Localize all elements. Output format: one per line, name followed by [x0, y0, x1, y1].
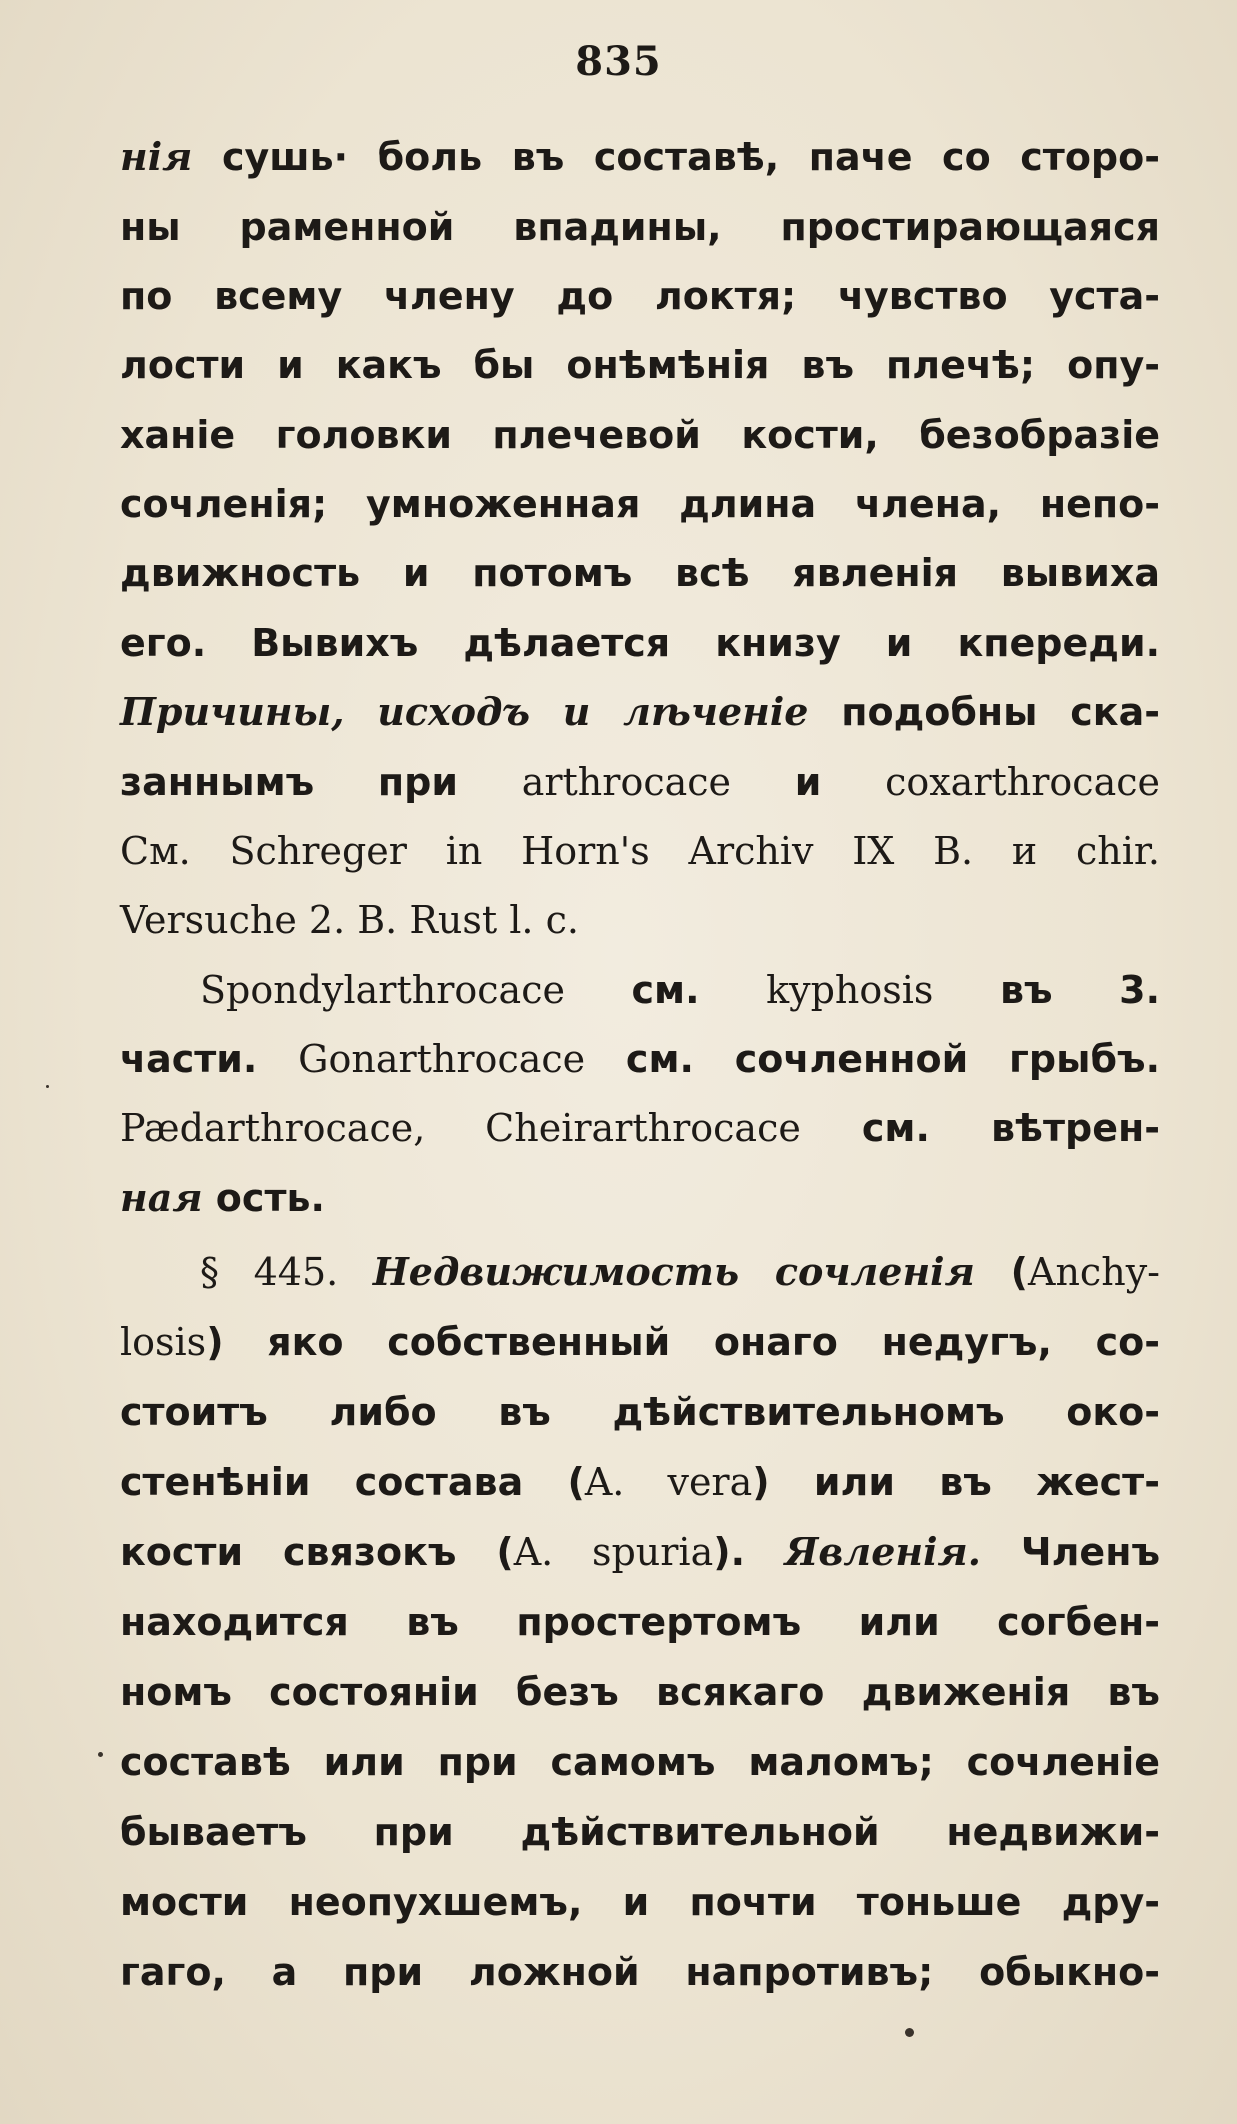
text-line	[120, 888, 1160, 952]
text-segment: A. vera	[584, 1460, 753, 1504]
text-line	[120, 403, 1160, 467]
text-line	[120, 1096, 1160, 1160]
text-segment: Недвижимость сочленія	[372, 1249, 975, 1294]
text-segment: нія	[120, 134, 193, 179]
text-line	[120, 1166, 1160, 1230]
text-segment: ная	[120, 1175, 203, 1220]
ink-speck	[98, 1752, 103, 1757]
text-segment: (	[974, 1250, 1029, 1294]
text-segment: стенѣніи состава (	[120, 1460, 585, 1504]
text-segment: см. сочленной грыбъ.	[585, 1037, 1161, 1081]
text-segment: стоитъ либо въ дѣйствительномъ око-	[120, 1390, 1160, 1434]
text-segment: ) или въ жест-	[752, 1460, 1160, 1504]
text-segment: гаго, а при ложной напротивъ; обыкно-	[120, 1950, 1160, 1994]
text-segment: подобны ска-	[808, 690, 1160, 734]
text-segment: номъ состояніи безъ всякаго движенія въ	[120, 1670, 1160, 1714]
text-line	[120, 1450, 1160, 1514]
text-segment: Spondylarthrocace	[200, 968, 565, 1012]
text-line	[120, 1800, 1160, 1864]
text-segment: Причины, исходъ и лѣченіе	[120, 689, 809, 734]
text-segment: kyphosis	[766, 968, 934, 1012]
text-line	[120, 472, 1160, 536]
text-segment: части.	[120, 1037, 299, 1081]
text-line	[120, 819, 1160, 883]
text-line	[120, 264, 1160, 328]
text-segment: кости связокъ (	[120, 1530, 514, 1574]
text-line	[120, 1380, 1160, 1444]
text-segment: бываетъ при дѣйствительной недвижи-	[120, 1810, 1160, 1854]
text-segment: въ 3.	[933, 968, 1161, 1012]
text-segment: его. Вывихъ дѣлается книзу и кпереди.	[120, 621, 1160, 665]
text-line	[120, 1870, 1160, 1934]
text-segment: по всему члену до локтя; чувство уста-	[120, 274, 1160, 318]
text-segment: см. вѣтрен-	[800, 1106, 1160, 1150]
text-segment: Gonarthrocace	[298, 1037, 586, 1081]
text-line	[120, 541, 1160, 605]
text-line	[120, 1027, 1160, 1091]
text-segment: лости и какъ бы онѣмѣнія въ плечѣ; опу-	[120, 343, 1160, 387]
text-segment: и	[731, 760, 886, 804]
text-segment: ость.	[202, 1176, 325, 1220]
text-line	[200, 958, 1160, 1022]
text-segment: § 445.	[200, 1250, 373, 1294]
text-segment: Явленія.	[784, 1529, 981, 1574]
text-line	[200, 1240, 1160, 1304]
text-line	[120, 333, 1160, 397]
ink-speck	[46, 1085, 49, 1088]
text-segment: Членъ	[981, 1530, 1160, 1574]
text-line	[120, 1310, 1160, 1374]
text-segment: См. Schreger in Horn's Archiv IX B. и chir.	[120, 829, 1160, 873]
text-segment: losis	[120, 1320, 207, 1364]
text-line	[120, 680, 1160, 744]
text-segment: Versuche 2. B. Rust l. c.	[120, 898, 579, 942]
text-line	[120, 195, 1160, 259]
text-segment: ны раменной впадины, простирающаяся	[120, 205, 1160, 249]
text-line	[120, 750, 1160, 814]
text-segment: coxarthrocace	[885, 760, 1160, 804]
text-segment: Anchy-	[1028, 1250, 1160, 1294]
text-segment: заннымъ при	[120, 760, 522, 804]
text-segment: движность и потомъ всѣ явленія вывиха	[120, 551, 1160, 595]
ink-speck	[905, 2028, 914, 2037]
text-line	[120, 1940, 1160, 2004]
text-line	[120, 1520, 1160, 1584]
text-line	[120, 611, 1160, 675]
text-segment: сочленія; умноженная длина члена, непо-	[120, 482, 1160, 526]
text-segment: ) яко собственный онаго недугъ, со-	[206, 1320, 1160, 1364]
text-segment: находится въ простертомъ или согбен-	[120, 1600, 1160, 1644]
text-segment: см.	[564, 968, 767, 1012]
text-segment: сушь· боль въ составѣ, паче со сторо-	[192, 135, 1160, 179]
page-number: 835	[575, 38, 662, 85]
text-segment: составѣ или при самомъ маломъ; сочленіе	[120, 1740, 1160, 1784]
text-line	[120, 1730, 1160, 1794]
text-segment: мости неопухшемъ, и почти тоньше дру-	[120, 1880, 1160, 1924]
text-line	[120, 1590, 1160, 1654]
text-line	[120, 1660, 1160, 1724]
text-segment: arthrocace	[521, 760, 732, 804]
text-segment: Pædarthrocace, Cheirarthrocace	[120, 1106, 801, 1150]
text-segment: ).	[713, 1530, 785, 1574]
text-segment: A. spuria	[513, 1530, 714, 1574]
text-segment: ханіе головки плечевой кости, безобразіе	[120, 413, 1160, 457]
text-line	[120, 125, 1160, 189]
